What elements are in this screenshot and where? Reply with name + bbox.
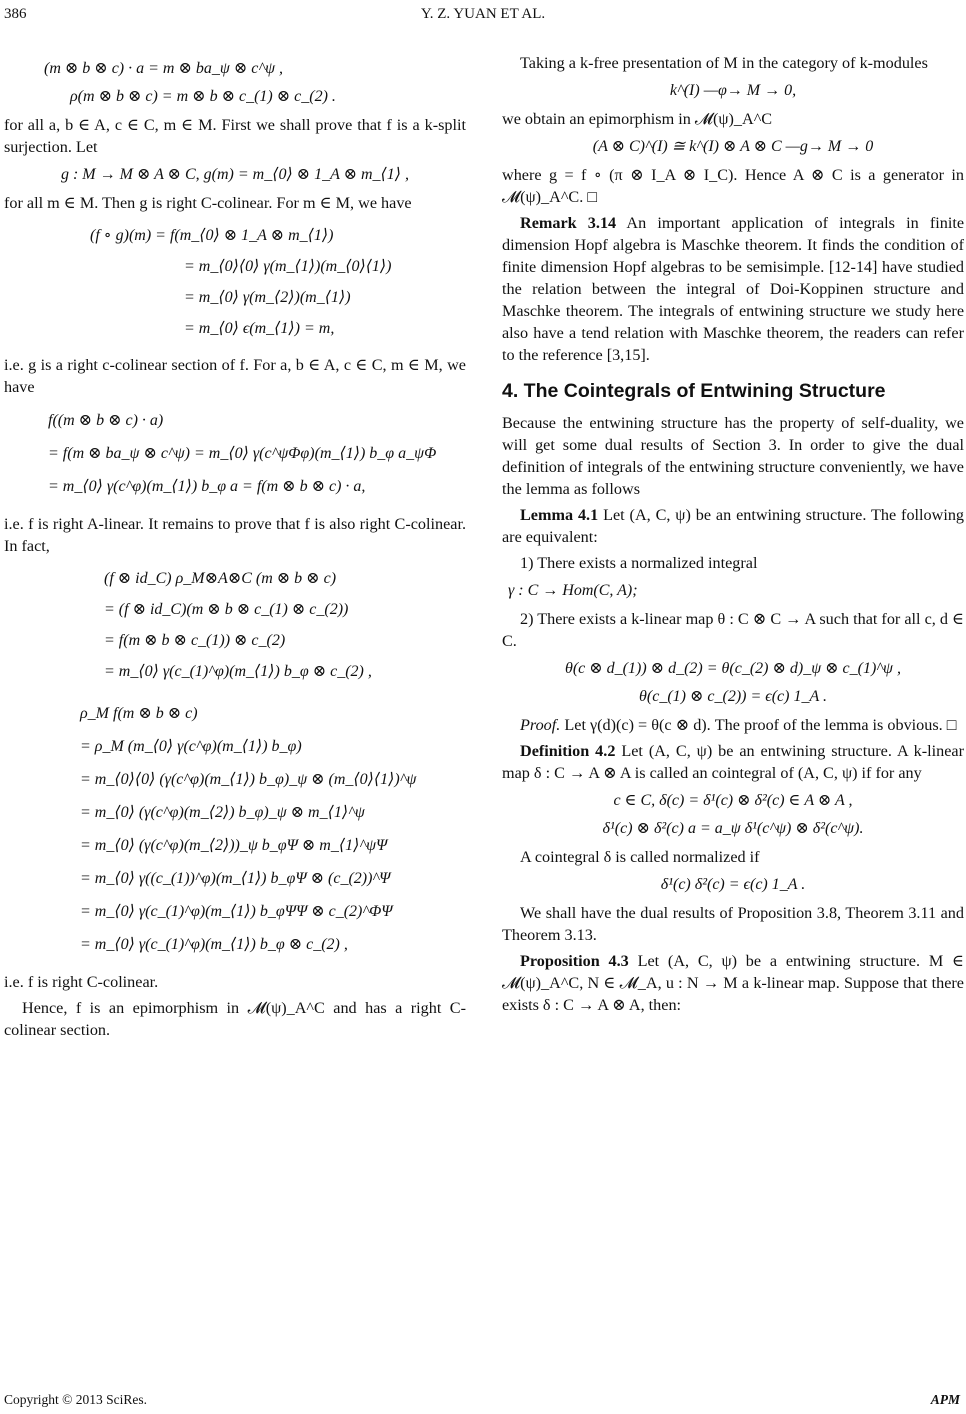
equation: c ∈ C, δ(c) = δ¹(c) ⊗ δ²(c) ∈ A ⊗ A ,	[613, 792, 853, 809]
equation-block	[4, 220, 466, 344]
proof-label: Proof.	[520, 716, 561, 734]
page-number: 386	[4, 6, 27, 22]
lemma-item: 1) There exists a normalized integral	[520, 554, 758, 572]
lemma-text: Let (A, C, ψ) be an entwining structure. The following are equivalent:	[502, 506, 965, 546]
equation-line: = ρ_M (m_⟨0⟩ γ(c^φ)(m_⟨1⟩) b_φ)	[80, 738, 302, 755]
equation: θ(c_(1) ⊗ c_(2)) = ϵ(c) 1_A .	[639, 688, 827, 705]
paragraph: i.e. f is right A-linear. It remains to prove that f is also right C-colinear. In fact,	[4, 515, 466, 555]
proposition-text: Let (A, C, ψ) be a entwining structure. M ∈ 𝓜(ψ)_A^C, N ∈ 𝓜_A, u : N → M a k-linear map. Suppose that there exists δ : C → A ⊗ A, then:	[502, 952, 964, 1014]
remark-label: Remark 3.14	[520, 214, 617, 232]
equation-line: f((m ⊗ b ⊗ c) · a)	[48, 412, 164, 429]
paragraph: Hence, f is an epimorphism in 𝓜(ψ)_A^C and has a right C-colinear section.	[4, 999, 466, 1039]
equation-line: = f(m ⊗ ba_ψ ⊗ c^ψ) = m_⟨0⟩ γ(c^ψΦφ)(m_⟨1⟩) b_φ a_ψΦ	[48, 445, 437, 462]
paragraph: A cointegral δ is called normalized if	[520, 848, 760, 866]
lemma-item: 2) There exists a k-linear map θ : C ⊗ C → A such that for all c, d ∈ C.	[502, 610, 964, 650]
left-column	[4, 52, 466, 1045]
remark-text: An important application of integrals in finite dimension Hopf algebra is Maschke theorem. It finds the condition of finite dimension Hopf algebras to be semisimple. [12-14] have studied the relation between the integral of Doi-Koppinen structure and Maschke theorem. The integrals of entwining structure we study here also have a tend relation with Maschke theorem, the readers can refer to the reference [3,15].	[502, 214, 965, 364]
equation-line: = f(m ⊗ b ⊗ c_(1)) ⊗ c_(2)	[104, 632, 286, 649]
equation: δ¹(c) ⊗ δ²(c) a = a_ψ δ¹(c^ψ) ⊗ δ²(c^ψ).	[602, 820, 864, 837]
paragraph: Taking a k-free presentation of M in the category of k-modules	[520, 54, 928, 72]
section-title: 4. The Cointegrals of Entwining Structure	[502, 380, 886, 402]
paragraph: for all a, b ∈ A, c ∈ C, m ∈ M. First we shall prove that f is a k-split surjection. Let	[4, 116, 466, 156]
equation-line: = m_⟨0⟩ (γ(c^φ)(m_⟨2⟩))_ψ b_φΨ ⊗ m_⟨1⟩^ψΨ	[80, 837, 388, 854]
equation-line: = m_⟨0⟩ γ(c_(1)^φ)(m_⟨1⟩) b_φΨΨ ⊗ c_(2)^ΦΨ	[80, 903, 393, 920]
paragraph: Because the entwining structure has the property of self-duality, we will get some dual results of Section 3. In order to give the dual definition of integrals of the entwining structure conveniently, we have the lemma as follows	[502, 414, 964, 498]
paragraph: We shall have the dual results of Proposition 3.8, Theorem 3.11 and Theorem 3.13.	[502, 904, 964, 944]
paragraph: i.e. f is right C-colinear.	[4, 973, 159, 991]
right-column	[502, 52, 964, 1020]
equation-line: = m_⟨0⟩ (γ(c^φ)(m_⟨2⟩) b_φ)_ψ ⊗ m_⟨1⟩^ψ	[80, 804, 365, 821]
equation: (m ⊗ b ⊗ c) · a = m ⊗ ba_ψ ⊗ c^ψ ,	[44, 60, 284, 77]
paragraph: where g = f ∘ (π ⊗ I_A ⊗ I_C). Hence A ⊗ C is a generator in 𝓜(ψ)_A^C. □	[502, 166, 964, 206]
equation-line: = m_⟨0⟩ ϵ(m_⟨1⟩) = m,	[184, 320, 335, 337]
definition-label: Definition 4.2	[520, 742, 616, 760]
equation-line: = m_⟨0⟩ γ(c_(1)^φ)(m_⟨1⟩) b_φ ⊗ c_(2) ,	[80, 936, 348, 953]
equation-line: (f ∘ g)(m) = f(m_⟨0⟩ ⊗ 1_A ⊗ m_⟨1⟩)	[90, 227, 334, 244]
proof	[502, 714, 964, 736]
proof-text: Let γ(d)(c) = θ(c ⊗ d). The proof of the lemma is obvious. □	[560, 716, 957, 734]
equation: γ : C → Hom(C, A);	[508, 582, 638, 599]
equation-block	[4, 697, 466, 961]
equation-line: = m_⟨0⟩ γ(c^φ)(m_⟨1⟩) b_φ a = f(m ⊗ b ⊗ c) · a,	[48, 478, 366, 495]
paragraph: for all m ∈ M. Then g is right C-colinear. For m ∈ M, we have	[4, 194, 412, 212]
equation-line: = m_⟨0⟩ γ((c_(1))^φ)(m_⟨1⟩) b_φΨ ⊗ (c_(2))^Ψ	[80, 870, 391, 887]
journal-name: APM	[930, 1392, 960, 1407]
equation-line: = m_⟨0⟩⟨0⟩ γ(m_⟨1⟩)(m_⟨0⟩⟨1⟩)	[184, 258, 392, 275]
equation-block	[4, 404, 466, 503]
equation-line: = m_⟨0⟩ γ(c_(1)^φ)(m_⟨1⟩) b_φ ⊗ c_(2) ,	[104, 663, 372, 680]
equation: (A ⊗ C)^(I) ≅ k^(I) ⊗ A ⊗ C —g→ M → 0	[592, 138, 874, 155]
equation: θ(c ⊗ d_(1)) ⊗ d_(2) = θ(c_(2) ⊗ d)_ψ ⊗ c_(1)^ψ ,	[564, 660, 901, 677]
remark	[502, 212, 964, 366]
lemma-label: Lemma 4.1	[520, 506, 599, 524]
equation: g : M → M ⊗ A ⊗ C, g(m) = m_⟨0⟩ ⊗ 1_A ⊗ m_⟨1⟩ ,	[60, 166, 410, 183]
definition	[502, 740, 964, 784]
equation-line: (f ⊗ id_C) ρ_M⊗A⊗C (m ⊗ b ⊗ c)	[104, 570, 337, 587]
equation-line: = m_⟨0⟩ γ(m_⟨2⟩)(m_⟨1⟩)	[184, 289, 351, 306]
equation-line: = (f ⊗ id_C)(m ⊗ b ⊗ c_(1) ⊗ c_(2))	[104, 601, 349, 618]
paragraph: we obtain an epimorphism in 𝓜(ψ)_A^C	[502, 110, 773, 128]
equation-block	[4, 563, 466, 687]
equation: k^(I) —φ→ M → 0,	[669, 82, 797, 99]
copyright: Copyright © 2013 SciRes.	[4, 1392, 148, 1407]
equation: ρ(m ⊗ b ⊗ c) = m ⊗ b ⊗ c_(1) ⊗ c_(2) .	[70, 88, 336, 105]
equation-line: ρ_M f(m ⊗ b ⊗ c)	[80, 705, 198, 722]
running-title: Y. Z. YUAN ET AL.	[420, 6, 546, 22]
paragraph: i.e. g is a right c-colinear section of f. For a, b ∈ A, c ∈ C, m ∈ M, we have	[4, 356, 466, 396]
definition-text: Let (A, C, ψ) be an entwining structure. A k-linear map δ : C → A ⊗ A is called an cointegral of (A, C, ψ) if for any	[502, 742, 965, 782]
equation: δ¹(c) δ²(c) = ϵ(c) 1_A .	[660, 876, 806, 893]
proposition	[502, 950, 964, 1016]
proposition-label: Proposition 4.3	[520, 952, 629, 970]
equation-line: = m_⟨0⟩⟨0⟩ (γ(c^φ)(m_⟨1⟩) b_φ)_ψ ⊗ (m_⟨0⟩⟨1⟩)^ψ	[80, 771, 417, 788]
lemma	[502, 504, 964, 548]
